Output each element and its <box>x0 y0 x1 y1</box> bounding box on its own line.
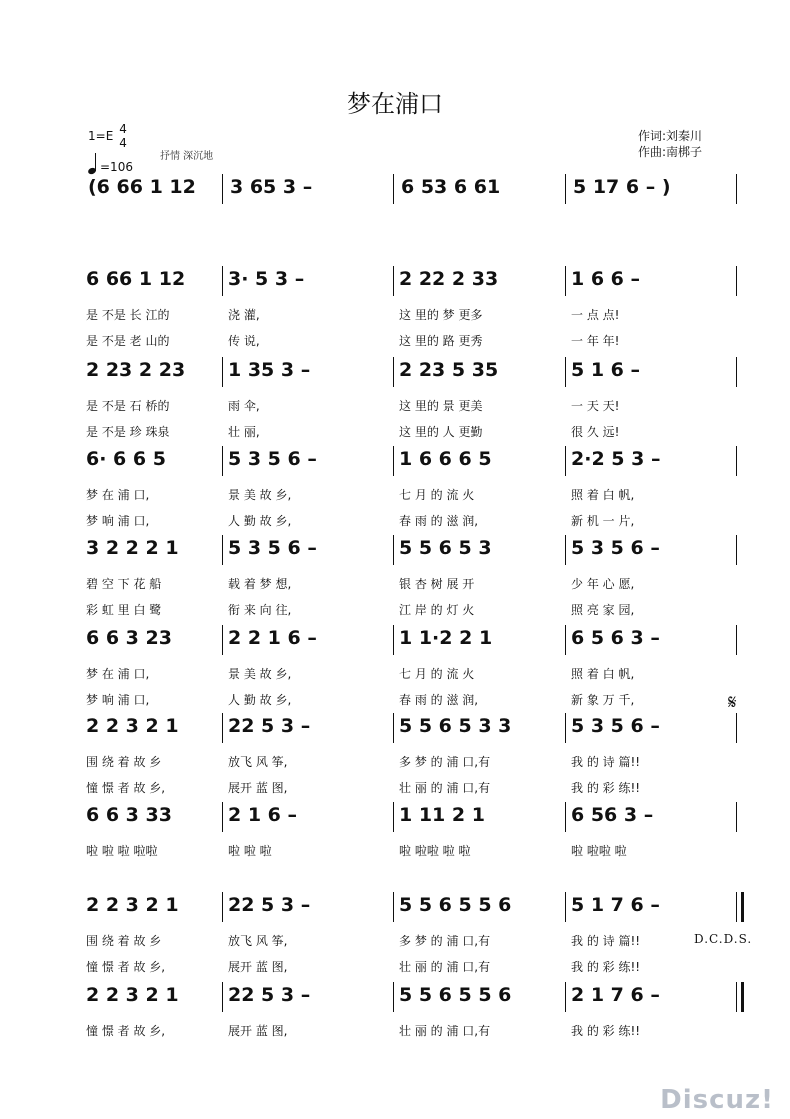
lyric-line: 衔 来 向 往, <box>228 603 292 617</box>
lyric-line: 景 美 故 乡, <box>228 667 292 681</box>
lyric-line: 一 年 年! <box>571 334 620 348</box>
barline <box>393 357 394 387</box>
measure <box>571 357 654 385</box>
lyric-line: 景 美 故 乡, <box>228 488 292 502</box>
measure <box>571 625 674 653</box>
measure-notes: 1 6 6 6 5 <box>399 448 492 470</box>
credits <box>638 128 702 160</box>
measure-notes: 5 17 6 – ) <box>573 176 671 198</box>
measure <box>228 625 331 653</box>
time-num: 4 <box>119 122 127 136</box>
lyric-line: 我 的 诗 篇!! <box>571 755 641 769</box>
measure <box>399 713 525 741</box>
measure <box>399 535 506 563</box>
lyric-line: 围 绕 着 故 乡 <box>86 934 162 948</box>
barline <box>736 535 737 565</box>
measure-notes: 3 2 2 2 1 <box>86 537 179 559</box>
barline <box>222 535 223 565</box>
lyric-line: 彩 虹 里 白 鹭 <box>86 603 162 617</box>
measure <box>571 266 654 294</box>
barline <box>222 982 223 1012</box>
measure-notes: 6 5 6 3 – <box>571 627 660 649</box>
measure-notes: 1 11 2 1 <box>399 804 485 826</box>
lyric-line: 人 勤 故 乡, <box>228 693 292 707</box>
measure-notes: 22 5 3 – <box>228 894 311 916</box>
measure-notes: 5 5 6 5 3 3 <box>399 715 512 737</box>
measure-notes: 2·2 5 3 – <box>571 448 661 470</box>
lyric-line: 壮 丽 的 浦 口,有 <box>399 960 491 974</box>
barline <box>565 625 566 655</box>
measure <box>399 266 512 294</box>
final-barline <box>741 892 744 922</box>
lyric-line: 憧 憬 者 故 乡, <box>86 781 166 795</box>
tempo-value: =106 <box>100 160 133 174</box>
measure-notes: 5 1 7 6 – <box>571 894 660 916</box>
measure-notes: 6 6 3 33 <box>86 804 172 826</box>
barline <box>736 892 737 922</box>
lyric-line: 我 的 彩 练!! <box>571 960 641 974</box>
lyric-line: 啦 啦 啦 啦啦 <box>86 844 158 858</box>
lyric-line: 很 久 远! <box>571 425 620 439</box>
lyric-line: 我 的 彩 练!! <box>571 1024 641 1038</box>
lyric-line: 这 里的 梦 更多 <box>399 308 483 322</box>
lyric-line: 照 着 白 帆, <box>571 488 635 502</box>
measure <box>230 174 326 202</box>
barline <box>736 625 737 655</box>
dc-ds-marking: D.C.D.S. <box>694 932 753 946</box>
measure <box>86 892 193 920</box>
lyric-line: 这 里的 人 更勤 <box>399 425 483 439</box>
lyricist: 作词:刘秦川 <box>638 129 703 143</box>
lyric-line: 人 勤 故 乡, <box>228 514 292 528</box>
measure <box>228 802 311 830</box>
barline <box>565 892 566 922</box>
lyric-line: 梦 响 浦 口, <box>86 693 150 707</box>
lyric-line: 壮 丽 的 浦 口,有 <box>399 781 491 795</box>
measure <box>571 446 674 474</box>
barline <box>222 446 223 476</box>
measure-notes: 5 3 5 6 – <box>228 448 317 470</box>
barline <box>222 174 223 204</box>
measure-notes: 22 5 3 – <box>228 715 311 737</box>
barline <box>736 174 737 204</box>
measure-notes: 2 2 1 6 – <box>228 627 317 649</box>
lyric-line: 放飞 风 筝, <box>228 755 288 769</box>
expression-marking: 抒情 深沉地 <box>160 151 214 162</box>
barline <box>222 802 223 832</box>
measure <box>86 535 193 563</box>
lyric-line: 照 着 白 帆, <box>571 667 635 681</box>
barline <box>222 625 223 655</box>
measure-notes: 22 5 3 – <box>228 984 311 1006</box>
measure-notes: 5 3 5 6 – <box>571 537 660 559</box>
lyric-line: 展开 蓝 图, <box>228 1024 288 1038</box>
composer: 作曲:南梆子 <box>638 145 703 159</box>
barline <box>222 713 223 743</box>
measure-notes: 1 1·2 2 1 <box>399 627 493 649</box>
measure <box>228 535 331 563</box>
lyric-line: 啦 啦 啦 <box>228 844 272 858</box>
measure <box>399 982 525 1010</box>
lyric-line: 新 象 万 千, <box>571 693 635 707</box>
measure <box>228 357 324 385</box>
barline <box>222 357 223 387</box>
barline <box>565 713 566 743</box>
time-signature <box>119 122 127 150</box>
measure-notes: 2 2 3 2 1 <box>86 715 179 737</box>
measure <box>86 446 180 474</box>
time-den: 4 <box>119 136 127 150</box>
measure <box>228 892 324 920</box>
lyric-line: 这 里的 路 更秀 <box>399 334 483 348</box>
measure <box>571 535 674 563</box>
measure <box>228 713 324 741</box>
barline <box>393 446 394 476</box>
measure-notes: 2 22 2 33 <box>399 268 499 290</box>
measure-notes: 5 3 5 6 – <box>571 715 660 737</box>
measure <box>399 802 499 830</box>
barline <box>565 802 566 832</box>
measure <box>228 446 331 474</box>
barline <box>393 535 394 565</box>
measure <box>86 266 199 294</box>
lyric-line: 憧 憬 者 故 乡, <box>86 960 166 974</box>
barline <box>736 713 737 743</box>
lyric-line: 展开 蓝 图, <box>228 960 288 974</box>
lyric-line: 围 绕 着 故 乡 <box>86 755 162 769</box>
key: 1=E <box>88 129 114 143</box>
barline <box>565 982 566 1012</box>
final-barline <box>741 982 744 1012</box>
measure <box>399 625 506 653</box>
measure <box>573 174 685 202</box>
measure-notes: 5 1 6 – <box>571 359 641 381</box>
measure <box>228 982 324 1010</box>
segno-sign: 𝄋 <box>728 690 737 714</box>
measure <box>399 892 525 920</box>
lyric-line: 浇 灌, <box>228 308 260 322</box>
lyric-line: 一 点 点! <box>571 308 620 322</box>
measure-notes: 1 35 3 – <box>228 359 311 381</box>
measure-notes: 5 5 6 5 5 6 <box>399 984 512 1006</box>
measure-notes: 2 2 3 2 1 <box>86 984 179 1006</box>
measure-notes: 2 23 2 23 <box>86 359 186 381</box>
lyric-line: 是 不是 石 桥的 <box>86 399 170 413</box>
measure-notes: 2 1 7 6 – <box>571 984 660 1006</box>
lyric-line: 是 不是 老 山的 <box>86 334 170 348</box>
measure <box>571 802 667 830</box>
measure-notes: 6 66 1 12 <box>86 268 186 290</box>
lyric-line: 多 梦 的 浦 口,有 <box>399 934 491 948</box>
lyric-line: 银 杏 树 展 开 <box>399 577 475 591</box>
measure <box>86 357 199 385</box>
measure-notes: 5 3 5 6 – <box>228 537 317 559</box>
lyric-line: 新 机 一 片, <box>571 514 635 528</box>
measure-notes: 6· 6 6 5 <box>86 448 166 470</box>
lyric-line: 雨 伞, <box>228 399 260 413</box>
lyric-line: 梦 在 浦 口, <box>86 667 150 681</box>
measure <box>399 446 506 474</box>
measure-notes: (6 66 1 12 <box>88 176 196 198</box>
lyric-line: 一 天 天! <box>571 399 620 413</box>
watermark-logo: Discuz! <box>660 1085 774 1115</box>
barline <box>222 266 223 296</box>
barline <box>393 266 394 296</box>
measure <box>571 892 674 920</box>
barline <box>736 357 737 387</box>
barline <box>393 174 394 204</box>
barline <box>393 892 394 922</box>
lyric-line: 是 不是 长 江的 <box>86 308 170 322</box>
lyric-line: 春 雨 的 滋 润, <box>399 514 479 528</box>
measure-notes: 2 1 6 – <box>228 804 298 826</box>
measure <box>86 982 193 1010</box>
barline <box>393 713 394 743</box>
barline <box>736 982 737 1012</box>
measure-notes: 5 5 6 5 5 6 <box>399 894 512 916</box>
barline <box>736 802 737 832</box>
lyric-line: 照 亮 家 园, <box>571 603 635 617</box>
barline <box>736 446 737 476</box>
measure <box>86 713 193 741</box>
lyric-line: 少 年 心 愿, <box>571 577 635 591</box>
measure-notes: 1 6 6 – <box>571 268 641 290</box>
lyric-line: 春 雨 的 滋 润, <box>399 693 479 707</box>
measure-notes: 6 53 6 61 <box>401 176 501 198</box>
barline <box>393 802 394 832</box>
tempo-marking <box>88 152 133 174</box>
lyric-line: 壮 丽 的 浦 口,有 <box>399 1024 491 1038</box>
lyric-line: 啦 啦啦 啦 啦 <box>399 844 471 858</box>
key-signature <box>88 122 133 150</box>
lyric-line: 壮 丽, <box>228 425 260 439</box>
barline <box>565 266 566 296</box>
barline <box>393 982 394 1012</box>
measure <box>571 713 674 741</box>
barline <box>565 446 566 476</box>
measure-notes: 6 56 3 – <box>571 804 654 826</box>
measure <box>86 802 186 830</box>
lyric-line: 传 说, <box>228 334 260 348</box>
lyric-line: 展开 蓝 图, <box>228 781 288 795</box>
lyric-line: 是 不是 珍 珠泉 <box>86 425 170 439</box>
measure <box>571 982 674 1010</box>
measure <box>88 174 210 202</box>
measure-notes: 3· 5 3 – <box>228 268 305 290</box>
measure-notes: 5 5 6 5 3 <box>399 537 492 559</box>
lyric-line: 我 的 诗 篇!! <box>571 934 641 948</box>
lyric-line: 江 岸 的 灯 火 <box>399 603 475 617</box>
score-meta <box>88 122 133 174</box>
lyric-line: 碧 空 下 花 船 <box>86 577 162 591</box>
barline <box>736 266 737 296</box>
lyric-line: 憧 憬 者 故 乡, <box>86 1024 166 1038</box>
barline <box>565 174 566 204</box>
measure <box>86 625 186 653</box>
measure-notes: 6 6 3 23 <box>86 627 172 649</box>
quarter-note-icon <box>88 152 98 174</box>
lyric-line: 这 里的 景 更美 <box>399 399 483 413</box>
barline <box>393 625 394 655</box>
measure <box>399 357 512 385</box>
score-title: 梦在浦口 <box>347 90 443 118</box>
lyric-line: 啦 啦啦 啦 <box>571 844 627 858</box>
lyric-line: 梦 在 浦 口, <box>86 488 150 502</box>
measure-notes: 2 23 5 35 <box>399 359 499 381</box>
lyric-line: 载 着 梦 想, <box>228 577 292 591</box>
lyric-line: 放飞 风 筝, <box>228 934 288 948</box>
measure-notes: 2 2 3 2 1 <box>86 894 179 916</box>
lyric-line: 七 月 的 流 火 <box>399 488 475 502</box>
lyric-line: 我 的 彩 练!! <box>571 781 641 795</box>
barline <box>565 357 566 387</box>
barline <box>565 535 566 565</box>
measure <box>401 174 514 202</box>
lyric-line: 七 月 的 流 火 <box>399 667 475 681</box>
measure-notes: 3 65 3 – <box>230 176 313 198</box>
measure <box>228 266 318 294</box>
lyric-line: 梦 响 浦 口, <box>86 514 150 528</box>
lyric-line: 多 梦 的 浦 口,有 <box>399 755 491 769</box>
barline <box>222 892 223 922</box>
